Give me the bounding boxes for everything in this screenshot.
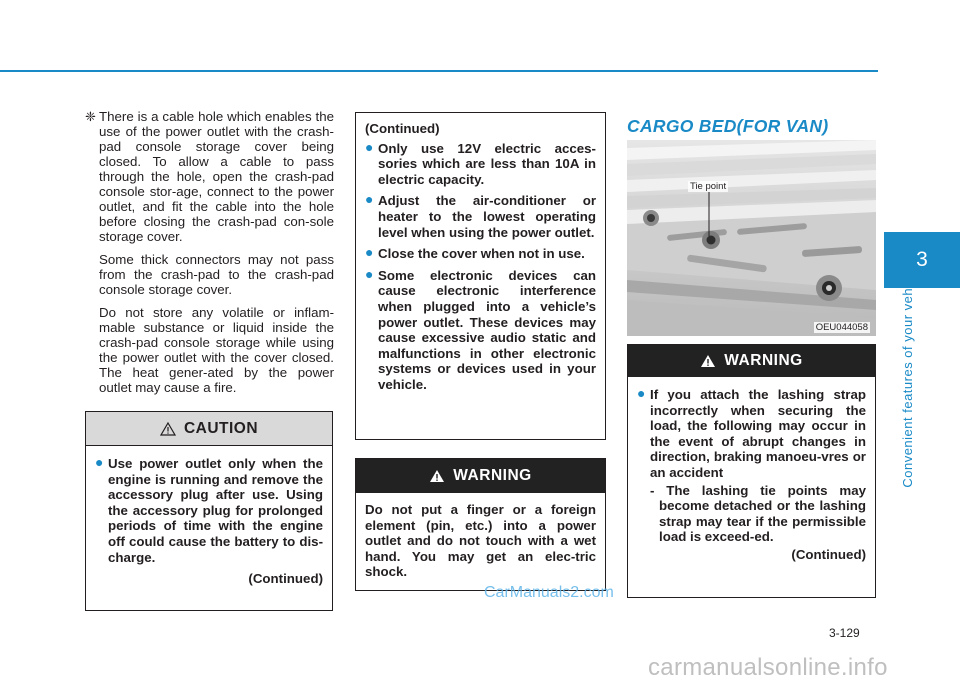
watermark-carmanualsonline: carmanualsonline.info bbox=[648, 654, 888, 681]
warning-header bbox=[356, 459, 605, 493]
warning-title-right: WARNING bbox=[724, 352, 803, 369]
image-code: OEU044058 bbox=[815, 322, 868, 333]
note-paragraph-3: Do not store any volatile or inflam-mable substance or liquid inside the crash-pad console storage while using the power outlet with the cover closed. The heat gener-ated by the power outlet may cause a fire. bbox=[99, 305, 334, 395]
continued-header: (Continued) bbox=[365, 121, 440, 136]
section-heading: CARGO BED(FOR VAN) bbox=[627, 116, 829, 136]
warning-triangle-icon bbox=[700, 354, 716, 368]
bullet-dot: ● bbox=[365, 265, 374, 282]
chapter-number: 3 bbox=[916, 248, 928, 271]
caution-header bbox=[86, 412, 332, 446]
caution-box bbox=[85, 411, 333, 611]
note-star-icon: ❈ bbox=[85, 109, 96, 124]
lashing-continued: (Continued) bbox=[791, 546, 866, 562]
caution-item: ● Use power outlet only when the engine is running and remove the accessory plug after use. Using the accessory plug for prolonged periods of time with the engine off could cause the battery to dis-charge. bbox=[95, 454, 323, 565]
continued-body bbox=[356, 113, 605, 393]
caution-triangle-icon bbox=[160, 422, 176, 436]
continued-item-2: ● Adjust the air-conditioner or heater to the lowest operating level when using the power outlet. bbox=[365, 191, 596, 240]
tie-point-label: Tie point bbox=[690, 181, 727, 192]
bullet-dot: ● bbox=[637, 385, 646, 401]
warning-triangle-icon bbox=[429, 469, 445, 483]
note-paragraph-1: There is a cable hole which enables the use of the power outlet with the crash-pad console storage cover being closed. To allow a cable to pass through the hole, open the crash-pad console stor-age, connect to the power outlet, and fit the cable into the hole before closing the crash-pad con-sole storage cover. bbox=[99, 109, 334, 244]
caution-continued: (Continued) bbox=[248, 571, 323, 587]
caution-body bbox=[86, 446, 332, 587]
lashing-warning-subitem: - The lashing tie points may become detached or the lashing strap may tear if the permissible load is exceed-ed. bbox=[650, 482, 866, 545]
warning-title: WARNING bbox=[453, 467, 532, 484]
power-outlet-warning-box bbox=[355, 458, 606, 591]
cargo-bed-illustration bbox=[627, 140, 876, 336]
warning-header-right bbox=[628, 345, 875, 377]
lashing-warning-item: ● If you attach the lashing strap incorrectly when securing the load, the following may occur in the event of abrupt changes in direction, braking manoeu-vres or an accident bbox=[637, 385, 866, 480]
header-rule bbox=[0, 70, 878, 72]
warning-body bbox=[356, 493, 605, 580]
chapter-title-vertical bbox=[896, 262, 920, 492]
continued-item-1: ● Only use 12V electric acces-sories which are less than 10A in electric capacity. bbox=[365, 138, 596, 187]
bullet-dot: ● bbox=[95, 454, 104, 470]
warning-text: Do not put a finger or a foreign element (pin, etc.) into a power outlet and do not touch with a wet hand. You may get an elec-tric shock. bbox=[365, 502, 596, 580]
warning-body-right bbox=[628, 377, 875, 563]
page-number: 3-129 bbox=[829, 626, 860, 640]
continued-caution-box bbox=[355, 112, 606, 440]
continued-item-3: ● Close the cover when not in use. bbox=[365, 244, 585, 262]
continued-item-4: ● Some electronic devices can cause electronic interference when plugged into a vehicle’s power outlet. These devices may cause excessive audio static and malfunctions in other electronic systems or devices used in your vehicle. bbox=[365, 265, 596, 392]
watermark-carmanuals2: CarManuals2.com bbox=[484, 584, 614, 601]
bullet-dot: ● bbox=[365, 138, 374, 155]
note-paragraph-2: Some thick connectors may not pass from the crash-pad to the crash-pad console storage cover. bbox=[99, 252, 334, 297]
chapter-title: Convenient features of your vehicle bbox=[900, 266, 915, 488]
bullet-dot: ● bbox=[365, 191, 374, 208]
bullet-dot: ● bbox=[365, 244, 374, 261]
caution-title: CAUTION bbox=[183, 419, 259, 437]
cargo-bed-photo bbox=[627, 140, 876, 336]
lashing-warning-box bbox=[627, 344, 876, 598]
cable-hole-note bbox=[87, 109, 334, 403]
